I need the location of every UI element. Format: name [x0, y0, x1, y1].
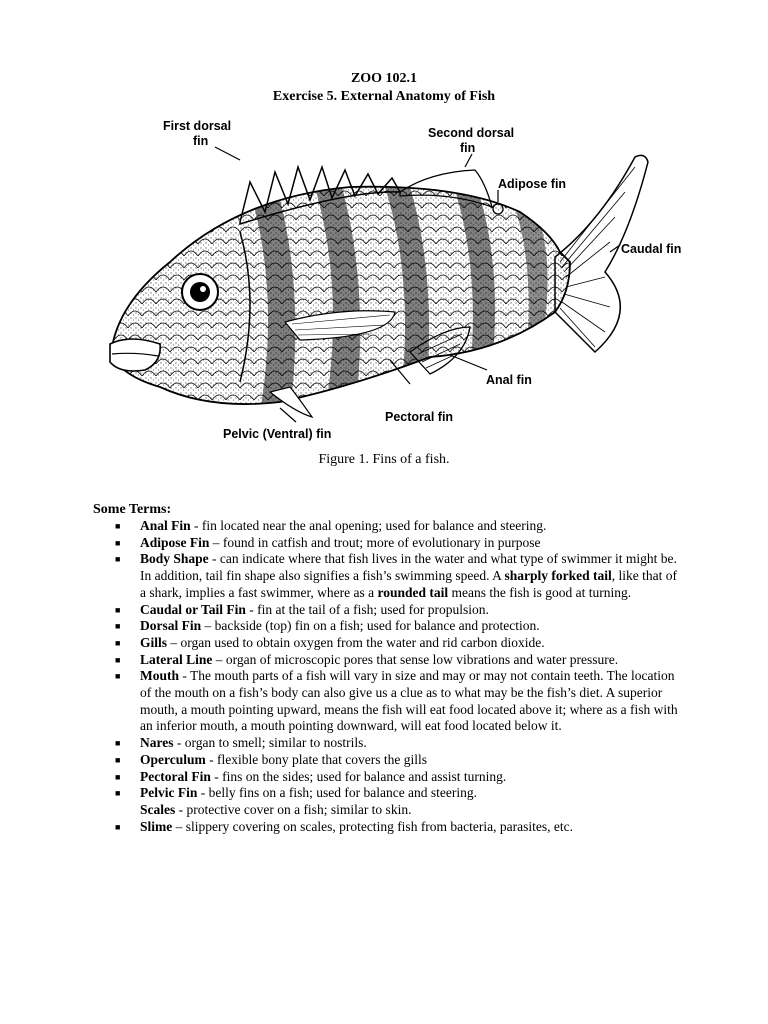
- terms-list: [93, 518, 683, 835]
- term-emphasis: rounded tail: [377, 584, 449, 600]
- term-item: [93, 735, 683, 752]
- bullet-icon: ■: [115, 621, 121, 632]
- term-item: [93, 518, 683, 535]
- term-definition: – organ used to obtain oxygen from the water and rid carbon dioxide.: [167, 634, 545, 650]
- term-name: Nares: [140, 735, 174, 751]
- bullet-icon: ■: [115, 821, 121, 832]
- bullet-icon: ■: [115, 738, 121, 749]
- term-item: [93, 618, 683, 635]
- term-name: Anal Fin: [140, 518, 191, 533]
- term-item: [93, 819, 683, 836]
- term-definition: – backside (top) fin on a fish; used for balance and protection.: [201, 618, 540, 634]
- bullet-icon: ■: [115, 671, 121, 682]
- term-item: [93, 551, 683, 601]
- term-definition: - can indicate where that fish lives in the water and what type of swimmer it might be. In addition, tail fin shape also signifies a fish’s swimming speed. A: [140, 551, 677, 584]
- term-definition: - flexible bony plate that covers the gills: [205, 751, 427, 767]
- term-definition: , like that of a shark, implies a fast swimmer, where as a: [140, 568, 677, 600]
- term-definition: - The mouth parts of a fish will vary in size and may or may not contain teeth. The location of the mouth on a fish’s body can also give us a clue as to what may be the fish’s diet. A superior mouth, a mouth pointing upward, means the fish will eat food located above it; where as a fish with an inferior mouth, a mouth pointing downward, will eat food located below it.: [140, 668, 678, 734]
- exercise-title: Exercise 5. External Anatomy of Fish: [272, 89, 496, 104]
- bullet-icon: ■: [115, 788, 121, 799]
- term-definition: - fin located near the anal opening; used for balance and steering.: [190, 518, 547, 533]
- term-name: Scales: [140, 801, 176, 817]
- anal-fin-label: Anal fin: [486, 373, 532, 387]
- term-item: [93, 668, 683, 735]
- term-name: Caudal or Tail Fin: [140, 601, 246, 617]
- adipose-fin-label: Adipose fin: [498, 177, 567, 191]
- term-name: Pelvic Fin: [140, 785, 198, 801]
- term-item: [93, 752, 683, 769]
- bullet-icon: ■: [115, 521, 121, 531]
- bullet-icon: ■: [115, 637, 121, 648]
- term-item: [93, 802, 683, 819]
- fish-illustration: [100, 112, 700, 447]
- bullet-icon: ■: [115, 537, 121, 548]
- term-definition: – organ of microscopic pores that sense low vibrations and water pressure.: [212, 651, 619, 667]
- bullet-icon: ■: [115, 654, 121, 665]
- pelvic-fin-label: Pelvic (Ventral) fin: [223, 427, 332, 441]
- term-definition: - organ to smell; similar to nostrils.: [173, 735, 367, 751]
- term-item: [93, 652, 683, 669]
- caudal-fin-label: Caudal fin: [621, 242, 682, 256]
- term-name: Operculum: [140, 751, 206, 767]
- first-dorsal-label: First dorsal: [163, 119, 232, 133]
- term-item: [93, 602, 683, 619]
- term-name: Pectoral Fin: [140, 768, 211, 784]
- second-dorsal-label: Second dorsal: [428, 126, 515, 140]
- bullet-icon: ■: [115, 604, 121, 615]
- bullet-icon: ■: [115, 754, 121, 765]
- bullet-icon: ■: [115, 554, 121, 565]
- term-definition: - fin at the tail of a fish; used for propulsion.: [245, 601, 489, 617]
- figure-caption: Figure 1. Fins of a fish.: [318, 452, 450, 467]
- term-item: [93, 635, 683, 652]
- bullet-icon: ■: [115, 771, 121, 782]
- term-name: Dorsal Fin: [140, 618, 202, 634]
- fish-figure: [100, 112, 700, 447]
- term-definition: means the fish is good at turning.: [448, 584, 632, 600]
- term-definition: - protective cover on a fish; similar to skin.: [175, 801, 412, 817]
- first-dorsal-label-2: fin: [193, 134, 209, 148]
- term-name: Gills: [140, 634, 168, 650]
- course-code: ZOO 102.1: [350, 71, 418, 86]
- term-item: [93, 535, 683, 552]
- term-name: Mouth: [140, 668, 180, 684]
- term-definition: - belly fins on a fish; used for balance and steering.: [197, 785, 478, 801]
- term-name: Slime: [140, 818, 173, 834]
- term-item: [93, 785, 683, 802]
- term-definition: – slippery covering on scales, protecting fish from bacteria, parasites, etc.: [172, 818, 573, 834]
- term-name: Body Shape: [140, 551, 209, 567]
- term-definition: – found in catfish and trout; more of evolutionary in purpose: [209, 534, 541, 550]
- term-item: [93, 769, 683, 786]
- pectoral-fin-label: Pectoral fin: [385, 410, 454, 424]
- term-name: Adipose Fin: [140, 534, 210, 550]
- second-dorsal-label-2: fin: [460, 141, 476, 155]
- term-emphasis: sharply forked tail: [504, 568, 612, 584]
- terms-heading: Some Terms:: [93, 502, 172, 517]
- term-definition: - fins on the sides; used for balance and assist turning.: [210, 768, 507, 784]
- term-name: Lateral Line: [140, 651, 213, 667]
